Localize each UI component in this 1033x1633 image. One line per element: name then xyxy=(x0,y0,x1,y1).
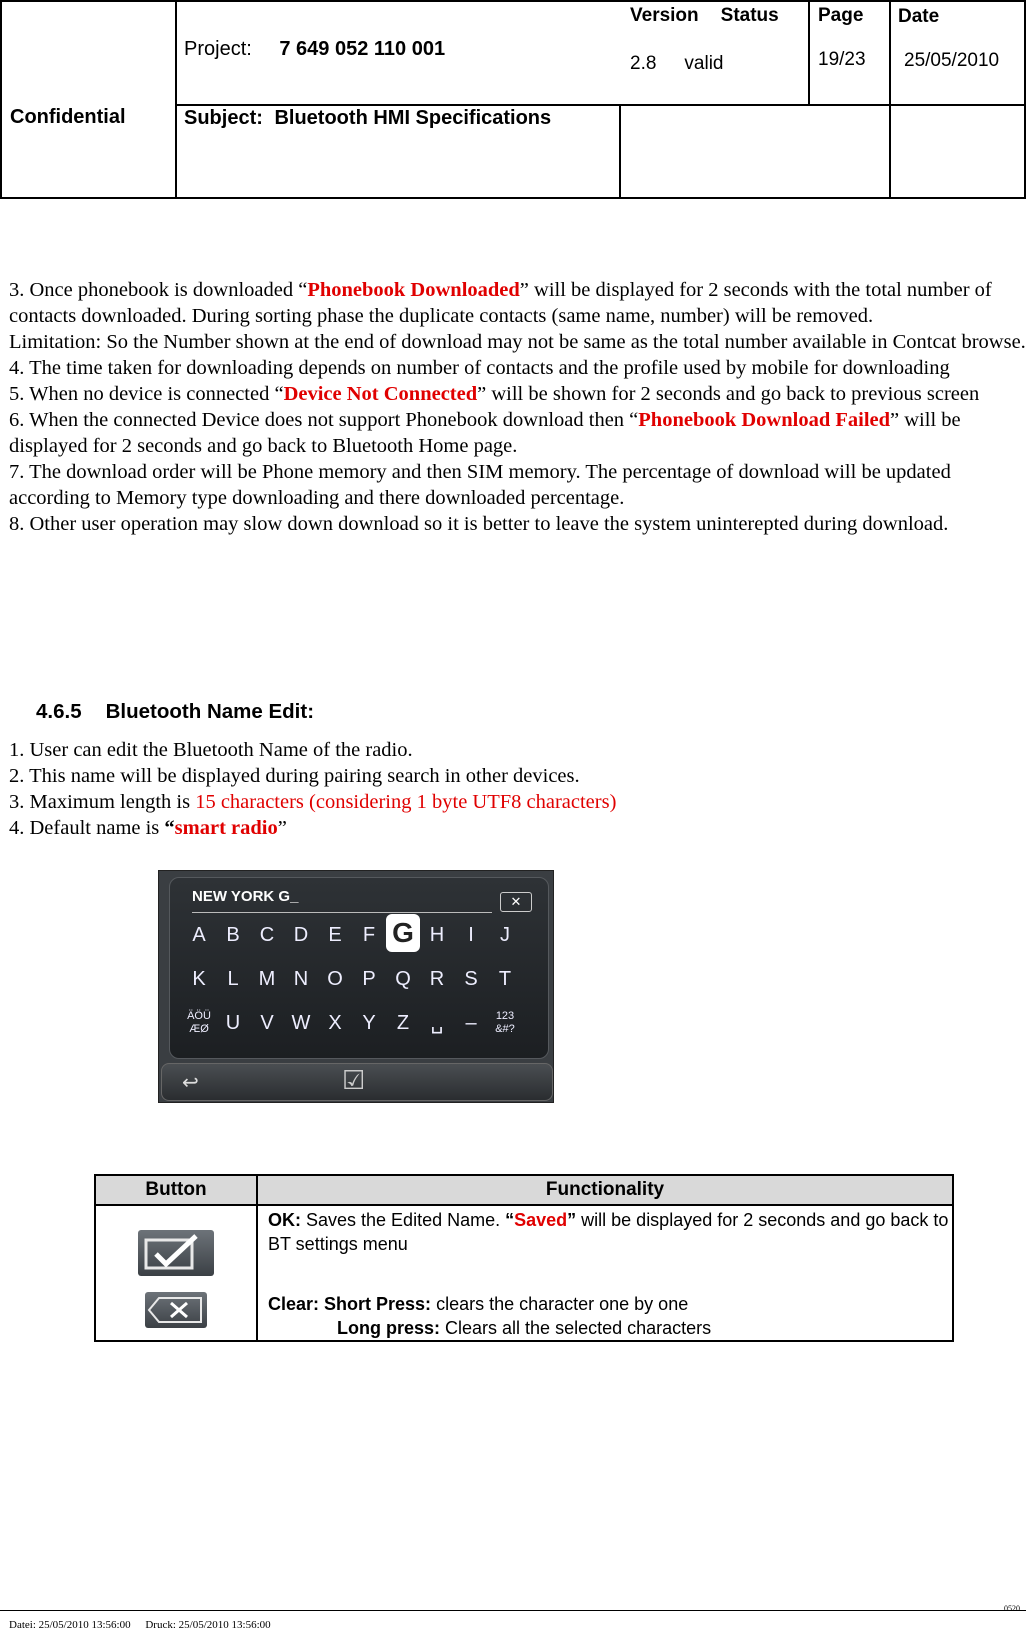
keyboard-screenshot xyxy=(158,870,554,1103)
keyboard-action-bar xyxy=(161,1063,553,1101)
list-item: 3. Maximum length is 15 characters (considering 1 byte UTF8 characters) xyxy=(9,791,617,813)
document-footer xyxy=(0,1604,1026,1631)
clear-description: Clear: Short Press: clears the character one by one xyxy=(268,1294,689,1314)
key[interactable]: I xyxy=(468,924,474,946)
paragraph-6: 6. When the connected Device does not support Phonebook download then “Phonebook Download Failed” will be displayed for 2 seconds and go back to Bluetooth Home page. xyxy=(9,409,961,457)
key[interactable]: L xyxy=(227,968,239,990)
functionality-cell xyxy=(257,1205,953,1341)
clear-icon: ✕ xyxy=(510,894,522,909)
key[interactable]: K xyxy=(192,968,206,990)
key[interactable]: N xyxy=(293,968,309,990)
paragraph-limitation: Limitation: So the Number shown at the end of download may not be same as the total number available in Contcat browse. xyxy=(9,331,1026,353)
version-value: 2.8 xyxy=(630,53,657,74)
ok-check-icon[interactable]: ☑ xyxy=(342,1066,366,1095)
status-value: valid xyxy=(684,53,724,74)
key-dash[interactable]: – xyxy=(465,1012,477,1034)
section-number: 4.6.5 xyxy=(36,700,82,723)
footer-datei: Datei: 25/05/2010 13:56:00 xyxy=(9,1619,131,1631)
clear-backspace-icon xyxy=(145,1292,207,1328)
key[interactable]: P xyxy=(362,968,376,990)
key[interactable]: E xyxy=(328,924,342,946)
subject-field xyxy=(184,107,551,130)
key-selected[interactable]: G xyxy=(386,914,420,952)
section-heading xyxy=(36,700,314,724)
phonebook-downloaded-message: Phonebook Downloaded xyxy=(307,279,520,301)
key[interactable]: D xyxy=(293,924,309,946)
name-edit-list xyxy=(9,737,616,841)
saved-message: Saved xyxy=(514,1210,568,1230)
key[interactable]: M xyxy=(258,968,276,990)
paragraph-5: 5. When no device is connected “Device Not Connected” will be shown for 2 seconds and go back to previous screen xyxy=(9,383,980,405)
paragraph-4: 4. The time taken for downloading depends on number of contacts and the profile used by mobile for downloading xyxy=(9,357,950,379)
status-label: Status xyxy=(720,5,779,26)
table-row xyxy=(95,1205,953,1341)
key[interactable]: J xyxy=(500,924,510,946)
key[interactable]: A xyxy=(192,924,206,946)
date-value: 25/05/2010 xyxy=(904,50,1000,71)
key[interactable]: U xyxy=(225,1012,241,1034)
section-title: Bluetooth Name Edit: xyxy=(105,700,315,723)
key[interactable]: Y xyxy=(362,1012,376,1034)
phonebook-notes xyxy=(9,277,1029,537)
footer-druck: Druck: 25/05/2010 13:56:00 xyxy=(145,1619,271,1631)
ok-description: OK: Saves the Edited Name. “Saved” will be displayed for 2 seconds and go back to BT settings menu xyxy=(268,1210,949,1254)
subject-label: Subject: xyxy=(184,107,263,129)
list-item: 4. Default name is “smart radio” xyxy=(9,817,287,839)
key[interactable]: O xyxy=(327,968,343,990)
list-item: 2. This name will be displayed during pairing search in other devices. xyxy=(9,765,580,787)
page-label: Page xyxy=(818,5,864,26)
phonebook-download-failed-message: Phonebook Download Failed xyxy=(638,409,891,431)
key-special-characters[interactable]: ÄÖÜ ÆØ xyxy=(187,1010,211,1035)
max-length-text: 15 characters (considering 1 byte UTF8 characters) xyxy=(195,791,617,813)
default-name-text: smart radio xyxy=(174,817,278,839)
device-not-connected-message: Device Not Connected xyxy=(283,383,478,405)
key[interactable]: B xyxy=(226,924,240,946)
key[interactable]: R xyxy=(429,968,445,990)
project-value: 7 649 052 110 001 xyxy=(279,38,446,60)
column-header-functionality: Functionality xyxy=(257,1175,953,1205)
version-label: Version xyxy=(630,5,699,26)
page-cell xyxy=(818,5,866,71)
page-value: 19/23 xyxy=(818,49,866,70)
paragraph-3: 3. Once phonebook is downloaded “Phonebook Downloaded” will be displayed for 2 seconds with the total number of contacts downloaded. During sorting phase the duplicate contacts (same name, number) will be removed. xyxy=(9,279,992,327)
key[interactable]: F xyxy=(362,924,376,946)
keyboard-panel xyxy=(169,877,549,1059)
subject-value: Bluetooth HMI Specifications xyxy=(274,107,552,129)
document-header xyxy=(0,0,1026,199)
date-cell xyxy=(898,6,999,72)
key[interactable]: S xyxy=(464,968,478,990)
key[interactable]: Q xyxy=(395,968,411,990)
clear-button[interactable] xyxy=(500,892,532,912)
key[interactable]: T xyxy=(498,968,512,990)
key-numbers[interactable]: 123 &#? xyxy=(495,1010,515,1035)
name-entry-field[interactable]: NEW YORK G_ xyxy=(192,888,492,913)
button-icons-cell xyxy=(95,1205,257,1341)
key[interactable]: X xyxy=(328,1012,342,1034)
button-function-table xyxy=(94,1174,954,1342)
key[interactable]: C xyxy=(259,924,275,946)
date-label: Date xyxy=(898,6,940,27)
list-item: 1. User can edit the Bluetooth Name of the radio. xyxy=(9,739,413,761)
project-field xyxy=(184,38,445,61)
paragraph-7: 7. The download order will be Phone memory and then SIM memory. The percentage of download will be updated according to Memory type downloading and there downloaded percentage. xyxy=(9,461,951,509)
paragraph-8: 8. Other user operation may slow down download so it is better to leave the system uninterepted during download. xyxy=(9,513,949,535)
column-header-button: Button xyxy=(95,1175,257,1205)
key-space[interactable]: ␣ xyxy=(430,1012,444,1034)
footer-code: 0520 xyxy=(1004,1604,1020,1613)
version-status-cell xyxy=(630,5,779,75)
back-icon[interactable]: ↩ xyxy=(182,1072,199,1094)
key[interactable]: H xyxy=(429,924,445,946)
key[interactable]: V xyxy=(260,1012,274,1034)
key[interactable]: Z xyxy=(396,1012,410,1034)
confidential-label: Confidential xyxy=(10,106,126,128)
clear-long-description: Long press: Clears all the selected characters xyxy=(337,1318,712,1338)
project-label: Project: xyxy=(184,38,252,60)
ok-check-icon xyxy=(138,1230,214,1276)
key[interactable]: W xyxy=(291,1012,311,1034)
